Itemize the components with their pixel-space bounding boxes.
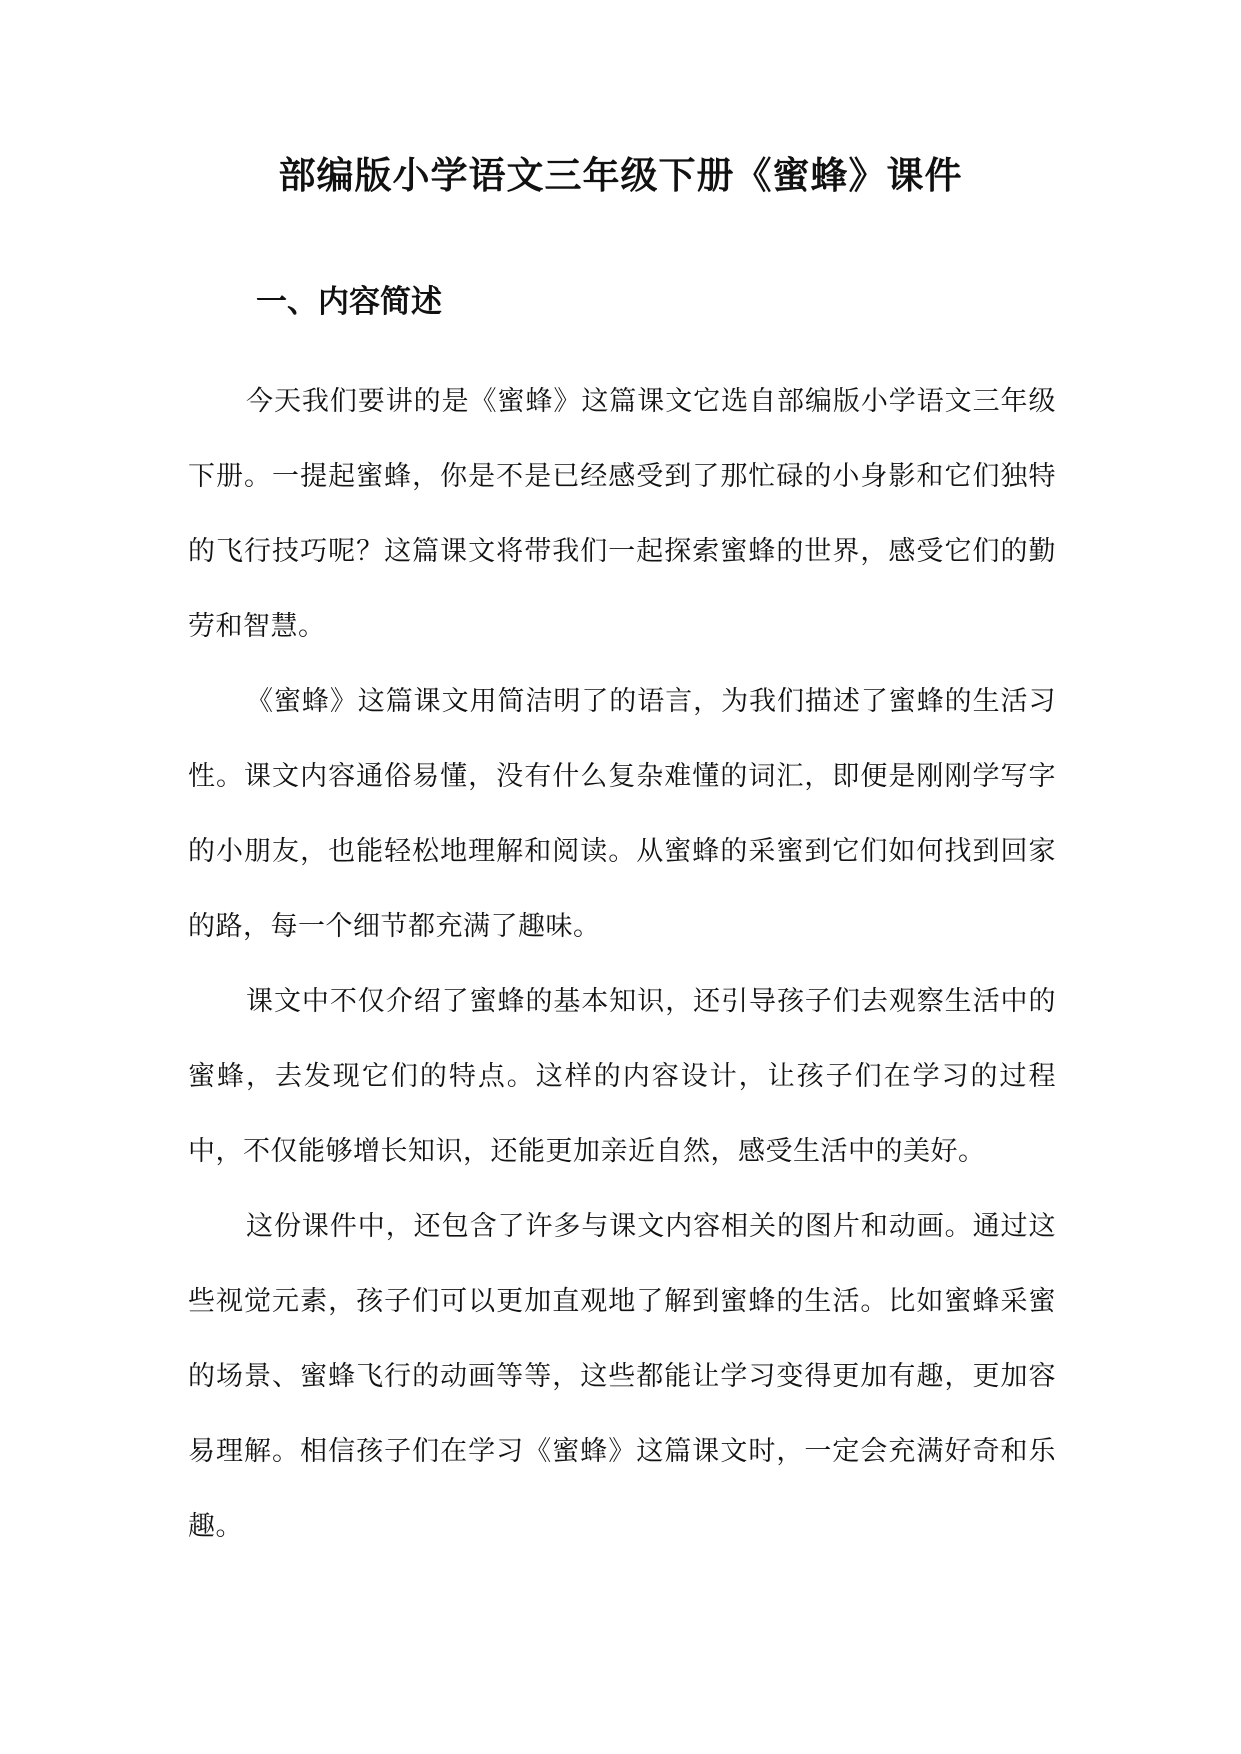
paragraph-1: 今天我们要讲的是《蜜蜂》这篇课文它选自部编版小学语文三年级下册。一提起蜜蜂，你是不是已经感受到了那忙碌的小身影和它们独特的飞行技巧呢？这篇课文将带我们一起探索蜜蜂的世界，感受它们的勤劳和智慧。 <box>188 386 1056 642</box>
paragraph-3: 课文中不仅介绍了蜜蜂的基本知识，还引导孩子们去观察生活中的蜜蜂，去发现它们的特点。这样的内容设计，让孩子们在学习的过程中，不仅能够增长知识，还能更加亲近自然，感受生活中的美好。 <box>188 986 1056 1167</box>
paragraph-4: 这份课件中，还包含了许多与课文内容相关的图片和动画。通过这些视觉元素，孩子们可以更加直观地了解到蜜蜂的生活。比如蜜蜂采蜜的场景、蜜蜂飞行的动画等等，这些都能让学习变得更加有趣，更加容易理解。相信孩子们在学习《蜜蜂》这篇课文时，一定会充满好奇和乐趣。 <box>188 1211 1056 1542</box>
section-body <box>188 364 1056 1564</box>
document-title: 部编版小学语文三年级下册《蜜蜂》课件 <box>278 154 963 197</box>
paragraph-2: 《蜜蜂》这篇课文用简洁明了的语言，为我们描述了蜜蜂的生活习性。课文内容通俗易懂，没有什么复杂难懂的词汇，即便是刚刚学写字的小朋友，也能轻松地理解和阅读。从蜜蜂的采蜜到它们如何找到回家的路，每一个细节都充满了趣味。 <box>188 686 1056 942</box>
section-heading: 一、内容简述 <box>256 284 442 320</box>
